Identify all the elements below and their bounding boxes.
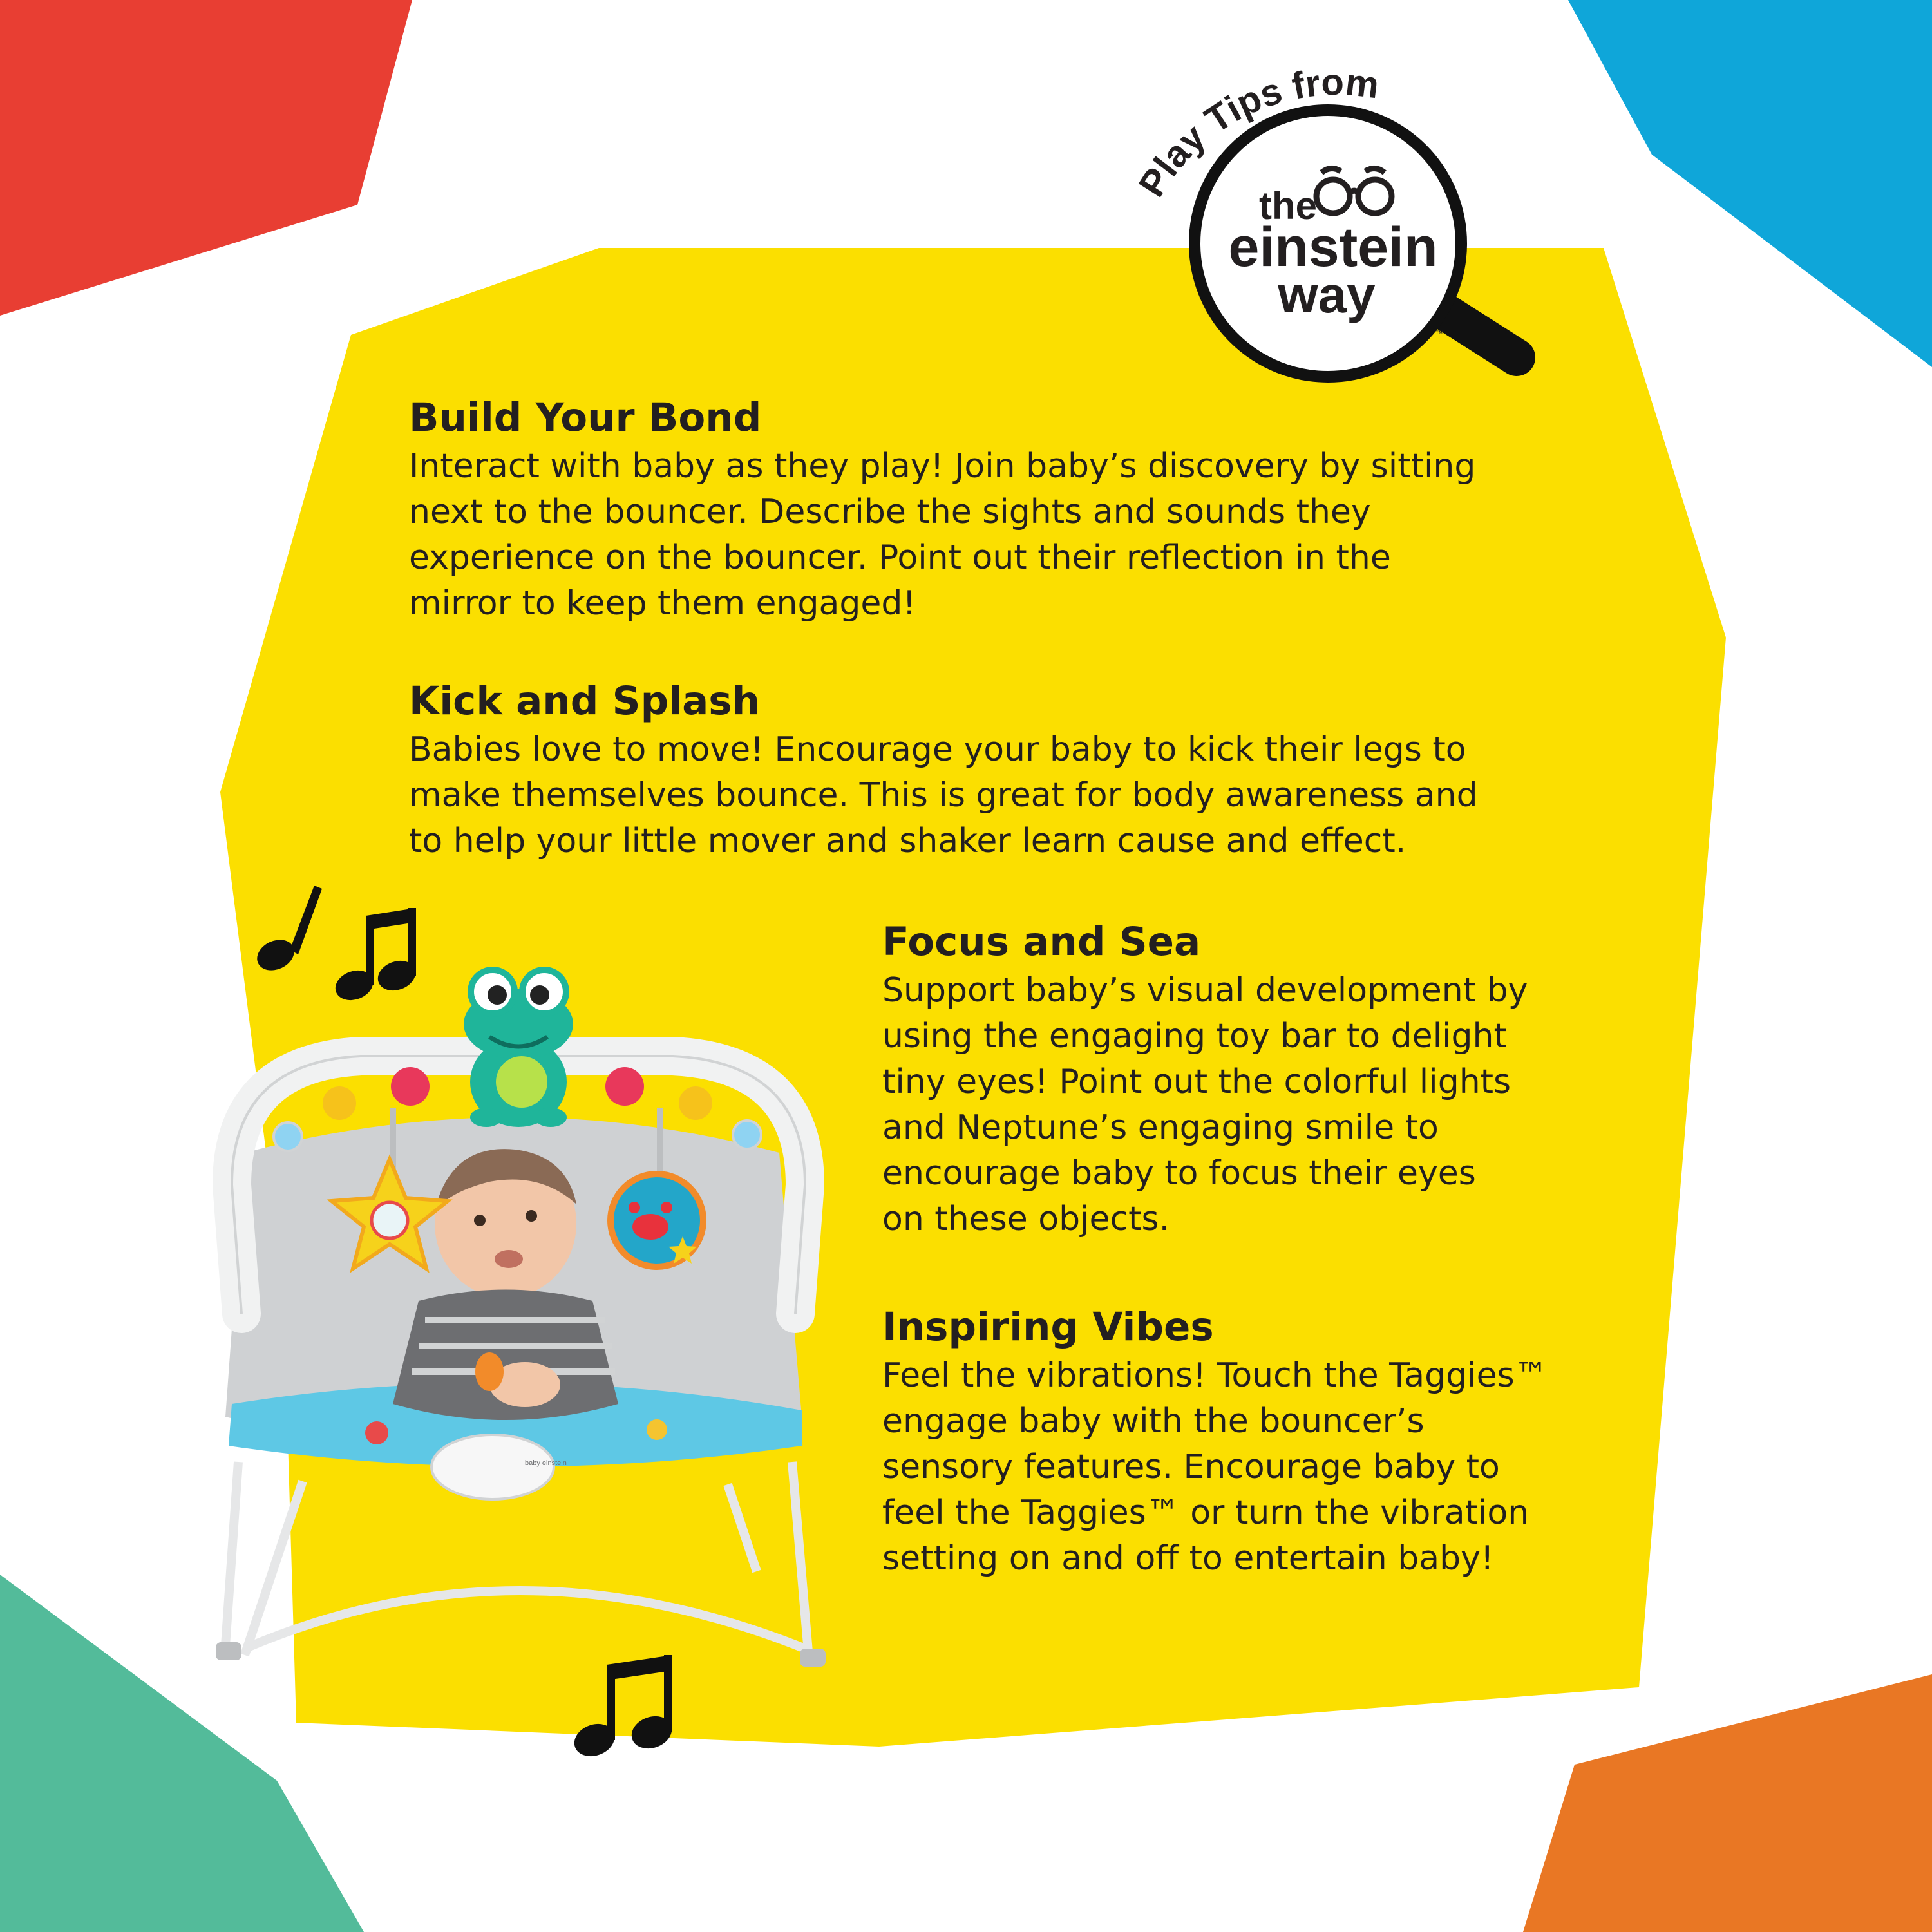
tip-line: make themselves bounce. This is great for body awareness and <box>409 776 1478 815</box>
brand-label: baby einstein <box>525 1459 567 1467</box>
tip-line: Support baby’s visual development by <box>882 971 1528 1010</box>
tip-focus-and-sea <box>882 918 1528 1242</box>
toy-bar-light <box>391 1067 430 1106</box>
tip-inspiring-vibes <box>882 1303 1548 1582</box>
tip-line: Interact with baby as they play! Join baby’s discovery by sitting <box>409 447 1476 486</box>
tip-kick-and-splash <box>409 677 1478 864</box>
tip-line: experience on the bouncer. Point out their reflection in the <box>409 538 1391 578</box>
toy-bar-light <box>733 1121 761 1149</box>
tip-line: tiny eyes! Point out the colorful lights <box>882 1063 1511 1102</box>
trademark-symbol: ™ <box>1435 328 1444 339</box>
frog-toy-icon <box>464 970 573 1127</box>
tip-line: sensory features. Encourage baby to <box>882 1448 1500 1487</box>
tip-line: next to the bouncer. Describe the sights and sounds they <box>409 493 1371 532</box>
tip-body <box>409 727 1478 864</box>
logo-line-einstein: einstein <box>1228 216 1438 278</box>
tip-line: and Neptune’s engaging smile to <box>882 1108 1439 1148</box>
badge-arc-text: Play Tips from <box>1130 61 1381 204</box>
frame-foot <box>800 1649 826 1667</box>
tip-line: encourage baby to focus their eyes <box>882 1154 1476 1193</box>
toy-bar-light <box>274 1122 302 1151</box>
vibration-control-pod <box>431 1435 554 1499</box>
tip-body <box>409 444 1475 627</box>
tip-line: on these objects. <box>882 1200 1170 1239</box>
tip-body <box>882 968 1528 1242</box>
toy-bar-light <box>679 1086 712 1120</box>
tip-line: setting on and off to entertain baby! <box>882 1539 1494 1578</box>
tip-build-your-bond <box>409 394 1475 627</box>
toy-bar-light <box>605 1067 644 1106</box>
tip-title: Focus and Sea <box>882 919 1201 965</box>
frame-foot <box>216 1642 242 1660</box>
logo-line-way: way <box>1278 266 1376 323</box>
tip-line: using the engaging toy bar to delight <box>882 1017 1507 1056</box>
tip-line: to help your little mover and shaker learn cause and effect. <box>409 822 1406 861</box>
tip-title: Kick and Splash <box>409 678 761 724</box>
tip-body <box>882 1353 1548 1582</box>
tip-line: Feel the vibrations! Touch the Taggies™ <box>882 1356 1548 1396</box>
tip-line: feel the Taggies™ or turn the vibration <box>882 1493 1530 1533</box>
tip-title: Build Your Bond <box>409 395 762 440</box>
tip-line: mirror to keep them engaged! <box>409 584 916 623</box>
tip-title: Inspiring Vibes <box>882 1304 1214 1350</box>
toy-bar-light <box>323 1086 356 1120</box>
tip-line: Babies love to move! Encourage your baby to kick their legs to <box>409 730 1466 770</box>
tip-line: engage baby with the bouncer’s <box>882 1402 1425 1441</box>
logo-line-the: the <box>1259 184 1317 227</box>
